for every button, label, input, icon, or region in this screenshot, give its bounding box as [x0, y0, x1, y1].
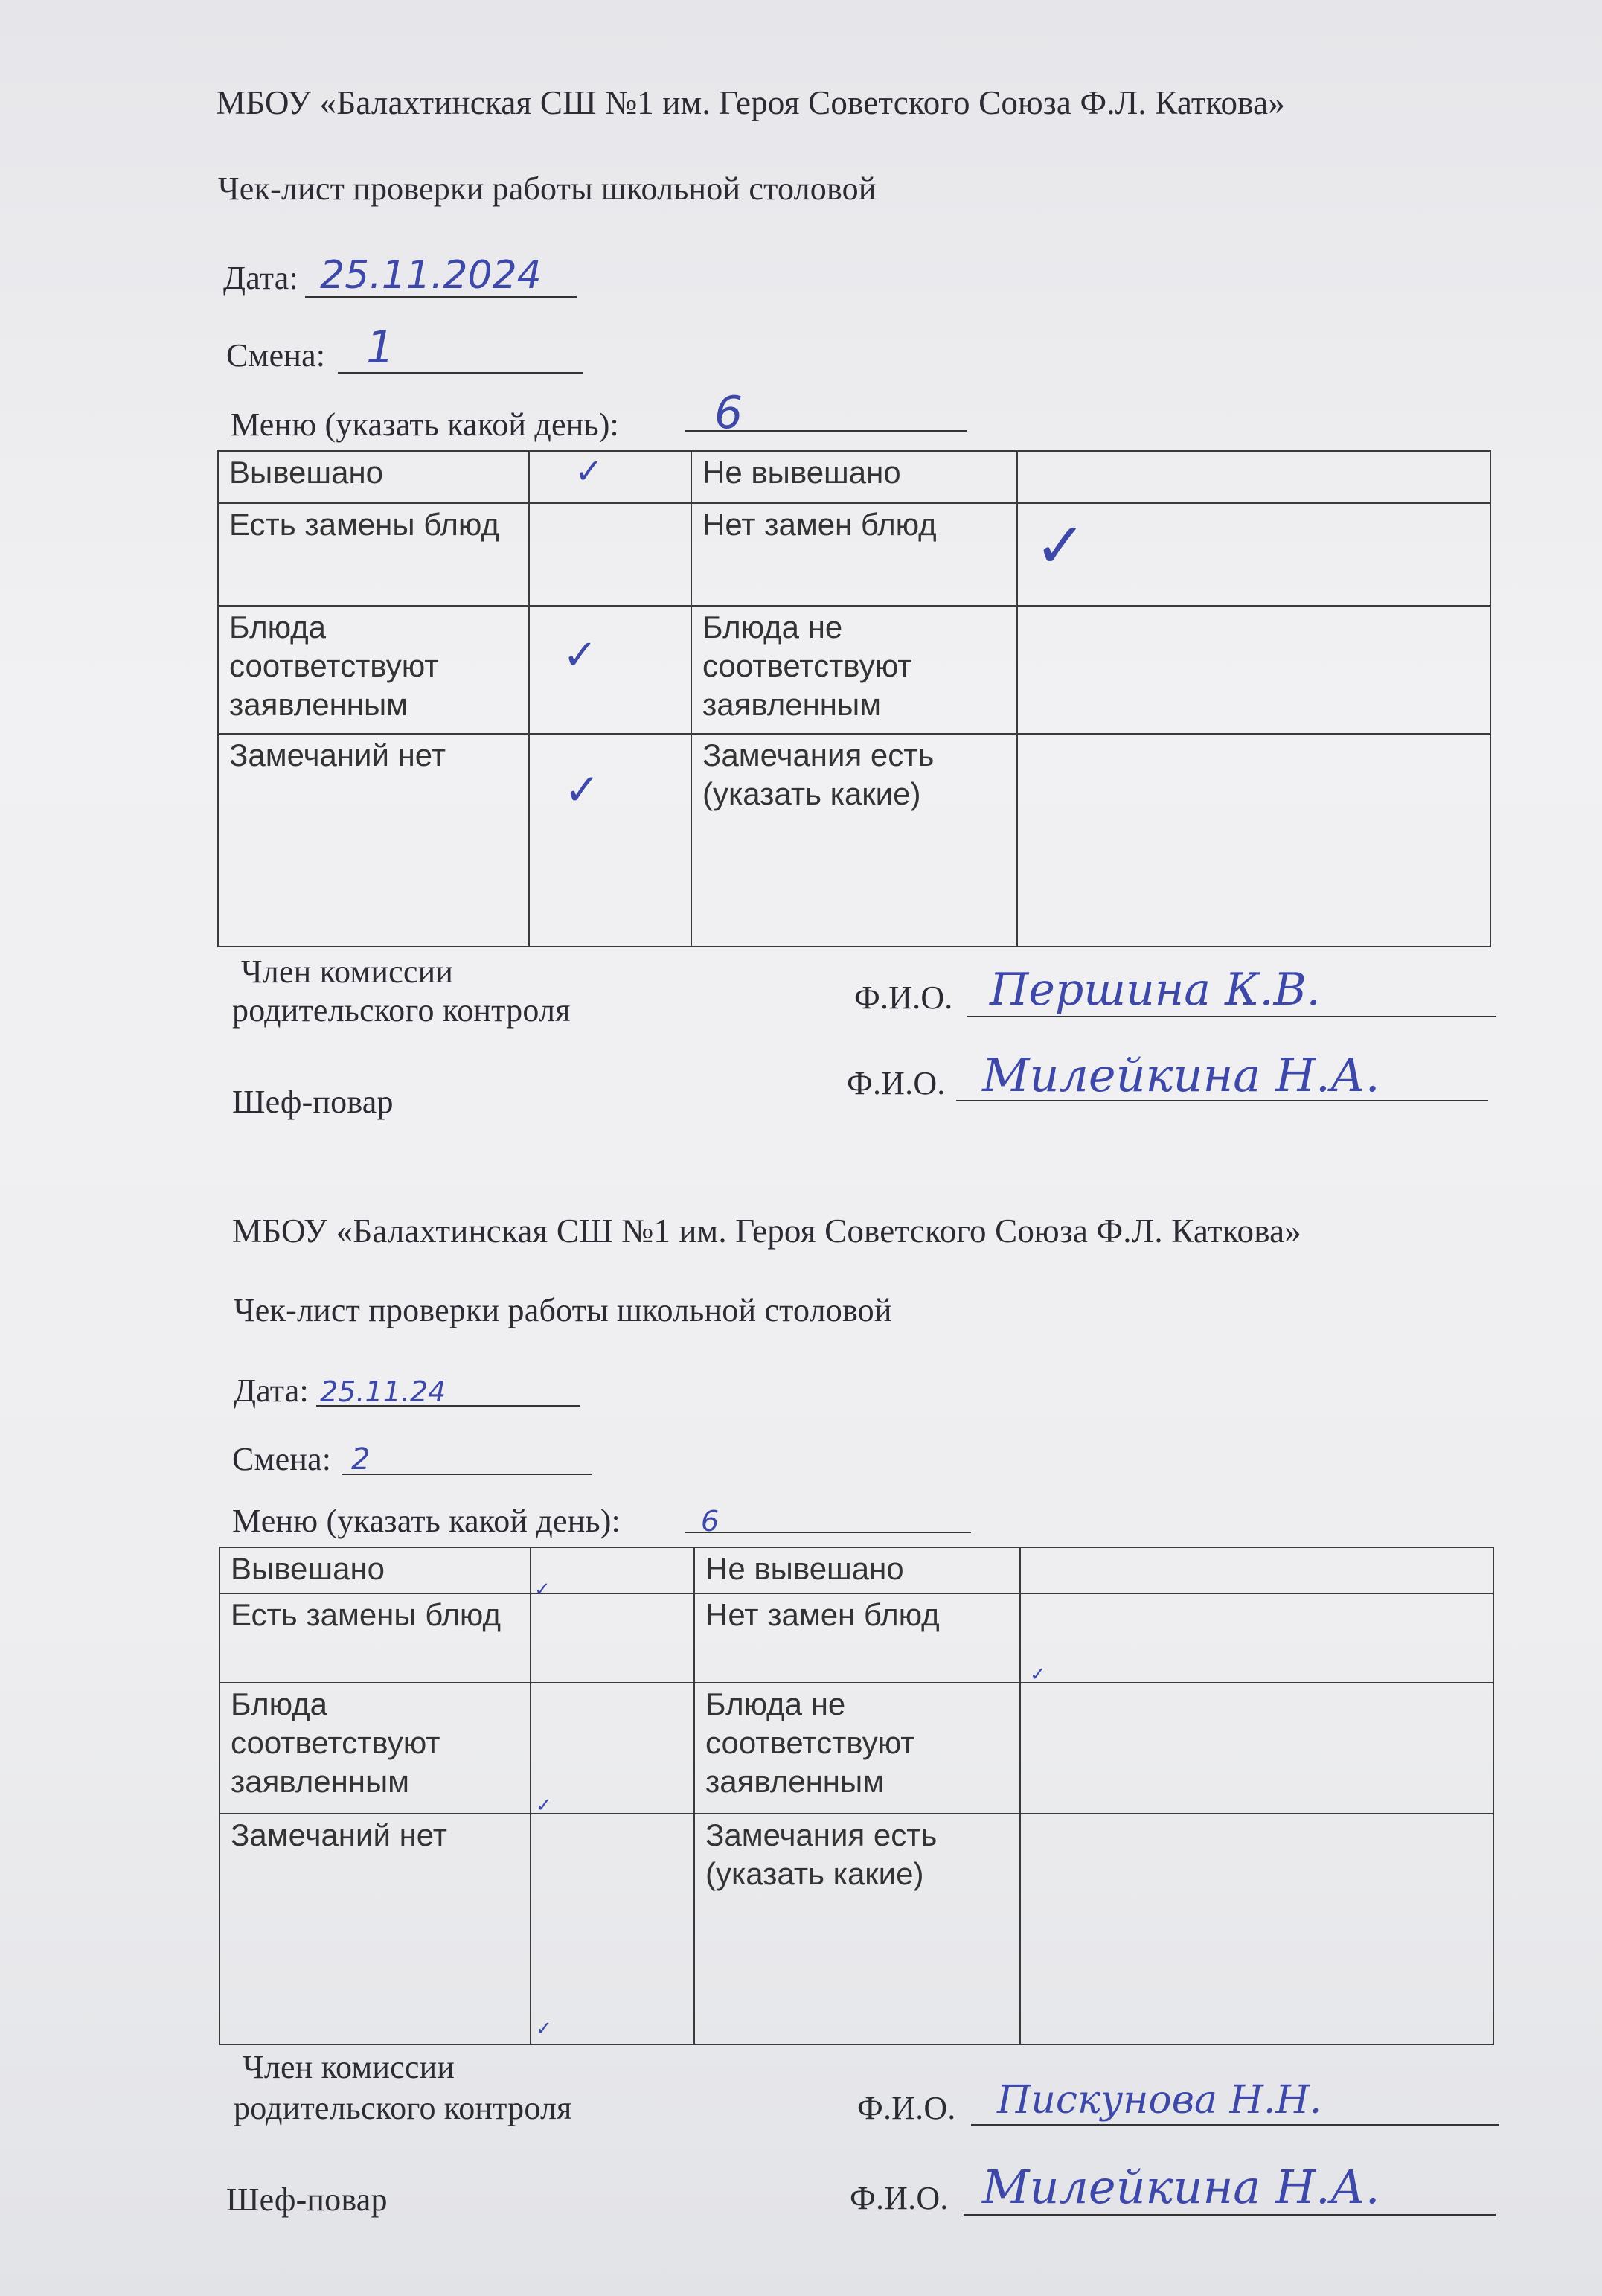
checkmark: ✓	[534, 1579, 551, 1601]
date-value: 25.11.24	[320, 1375, 446, 1408]
menu-field	[685, 1532, 971, 1533]
checkmark: ✓	[536, 1794, 552, 1817]
row-remarks-label: Замечания есть (указать какие)	[694, 1814, 1020, 2044]
row-not-posted-mark-cell	[1017, 451, 1490, 503]
row-not-posted-label: Не вывешано	[694, 1547, 1020, 1593]
date-value: 25.11.2024	[320, 253, 542, 298]
row-match-mark-cell	[531, 1683, 694, 1817]
checkmark: ✓	[563, 631, 597, 679]
row-not-posted-mark-cell	[1020, 1547, 1493, 1593]
form-title: Чек-лист проверки работы школьной столовой	[218, 170, 877, 207]
member-fio-field	[971, 2124, 1499, 2126]
checkmark: ✓	[574, 451, 603, 491]
menu-value: 6	[714, 387, 743, 439]
row-no-replacements-label: Нет замен блюд	[691, 503, 1017, 606]
row-no-remarks-label: Замечаний нет	[220, 1814, 531, 2044]
checkmark: ✓	[1030, 1663, 1046, 1686]
row-posted-mark-cell	[529, 451, 691, 503]
row-no-remarks-mark-cell	[529, 734, 691, 947]
member-signature: Пискунова Н.Н.	[997, 2078, 1322, 2123]
checklist-table-2	[219, 1547, 1494, 2045]
shift-field	[342, 1474, 592, 1475]
row-no-replacements-label: Нет замен блюд	[694, 1593, 1020, 1683]
row-remarks-mark-cell	[1017, 734, 1490, 947]
row-replacements-label: Есть замены блюд	[220, 1593, 531, 1683]
member-label-line1: Член комиссии	[243, 2049, 455, 2085]
member-signature: Першина К.В.	[990, 964, 1321, 1016]
school-name: МБОУ «Балахтинская СШ №1 им. Героя Советского Союза Ф.Л. Каткова»	[232, 1212, 1301, 1250]
row-remarks-label: Замечания есть (указать какие)	[691, 734, 1017, 947]
chef-fio-label: Ф.И.О.	[850, 2180, 949, 2216]
row-remarks-mark-cell	[1020, 1814, 1493, 2044]
menu-value: 6	[701, 1505, 720, 1538]
checkmark: ✓	[536, 2018, 552, 2040]
row-replacements-mark-cell	[531, 1593, 694, 1683]
member-label-line1: Член комиссии	[241, 953, 454, 990]
row-replacements-label: Есть замены блюд	[218, 503, 529, 606]
row-no-remarks-mark-cell	[531, 1814, 694, 2044]
menu-label: Меню (указать какой день):	[232, 1503, 621, 1539]
row-posted-label: Вывешано	[218, 451, 529, 503]
chef-signature: Милейкина Н.А.	[982, 2160, 1380, 2214]
row-replacements-mark-cell	[529, 503, 691, 606]
row-match-label: Блюда соответствуют заявленным	[218, 606, 529, 734]
chef-label: Шеф-повар	[226, 2181, 388, 2218]
form-title: Чек-лист проверки работы школьной столовой	[234, 1292, 892, 1328]
member-fio-label: Ф.И.О.	[854, 979, 953, 1016]
date-label: Дата:	[234, 1372, 309, 1409]
shift-label: Смена:	[226, 337, 326, 374]
row-match-label: Блюда соответствуют заявленным	[220, 1683, 531, 1814]
row-mismatch-mark-cell	[1020, 1683, 1493, 1814]
row-no-remarks-label: Замечаний нет	[218, 734, 529, 947]
row-match-mark-cell	[529, 606, 691, 734]
member-label-line2: родительского контроля	[234, 2090, 572, 2126]
shift-label: Смена:	[232, 1441, 332, 1477]
chef-label: Шеф-повар	[232, 1084, 394, 1120]
chef-fio-label: Ф.И.О.	[847, 1065, 946, 1101]
shift-value: 2	[351, 1442, 371, 1477]
date-label: Дата:	[223, 260, 298, 296]
shift-value: 1	[366, 322, 395, 374]
row-posted-label: Вывешано	[220, 1547, 531, 1593]
checklist-table-1	[217, 450, 1491, 947]
row-mismatch-label: Блюда не соответствуют заявленным	[691, 606, 1017, 734]
chef-fio-field	[964, 2214, 1496, 2216]
menu-label: Меню (указать какой день):	[231, 406, 619, 443]
row-posted-mark-cell	[531, 1547, 694, 1601]
member-fio-field	[967, 1016, 1496, 1017]
chef-signature: Милейкина Н.А.	[982, 1048, 1380, 1102]
school-name: МБОУ «Балахтинская СШ №1 им. Героя Советского Союза Ф.Л. Каткова»	[216, 84, 1285, 121]
row-mismatch-mark-cell	[1017, 606, 1490, 734]
member-fio-label: Ф.И.О.	[857, 2090, 956, 2126]
row-no-replacements-mark-cell	[1020, 1593, 1493, 1686]
row-no-replacements-mark-cell	[1017, 503, 1490, 606]
row-mismatch-label: Блюда не соответствуют заявленным	[694, 1683, 1020, 1814]
checkmark: ✓	[564, 764, 600, 815]
checkmark: ✓	[1034, 509, 1087, 582]
member-label-line2: родительского контроля	[232, 992, 571, 1029]
row-not-posted-label: Не вывешано	[691, 451, 1017, 503]
